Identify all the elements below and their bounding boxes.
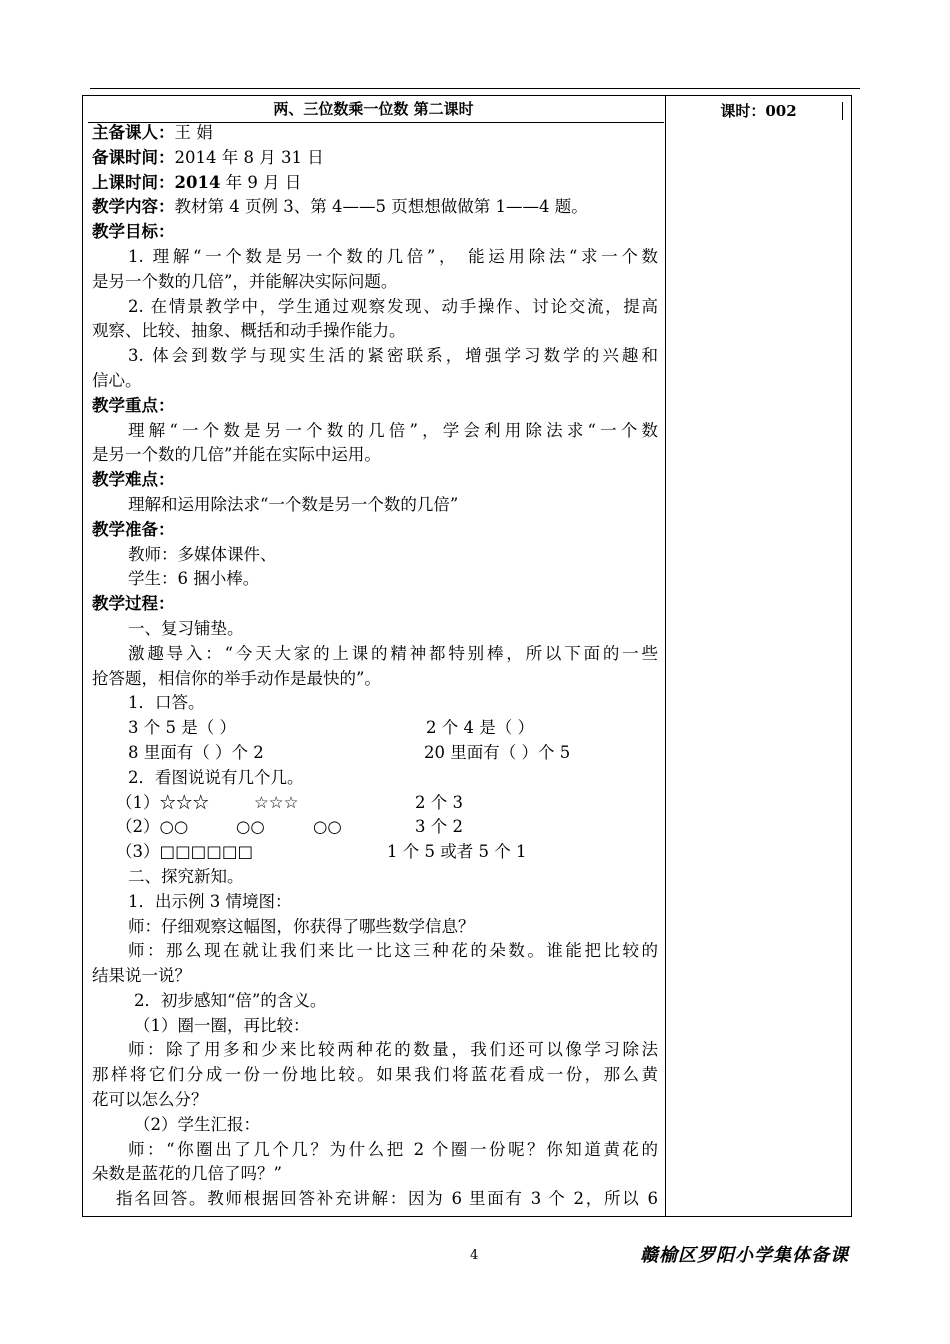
content-line: [92, 195, 658, 220]
section-2: 二、探究新知。: [128, 866, 244, 886]
teacher-q1: 师：仔细观察这幅图，你获得了哪些数学信息？: [128, 916, 475, 936]
teacher-q4a: 师：“你圈出了几个几？为什么把 2 个圈一份呢？你知道黄花的: [128, 1139, 658, 1159]
teacher-explain: 指名回答。教师根据回答补充讲解：因为 6 里面有 3 个 2，所以 6: [116, 1189, 658, 1209]
goal-2b: 观察、比较、抽象、概括和动手操作能力。: [92, 321, 406, 341]
top-rule: [90, 88, 860, 89]
goal-1b: 是另一个数的几倍”，并能解决实际问题。: [92, 271, 398, 291]
question-4: 20 里面有（ ）个 5: [424, 742, 571, 762]
circle-heading: （1）圈一圈，再比较：: [134, 1015, 310, 1035]
prep-teacher: 教师：多媒体课件、: [128, 544, 277, 564]
picture-2-label: （2）○○: [116, 817, 189, 837]
class-time-line: [92, 171, 658, 196]
picture-2-answer: 3 个 2: [415, 817, 463, 837]
oral-row-1: [92, 716, 658, 741]
picture-2-b: ○○: [236, 817, 265, 837]
school-footer: 赣榆区罗阳小学集体备课: [640, 1245, 849, 1266]
picture-1-answer: 2 个 3: [415, 792, 463, 812]
look-heading: 2．看图说说有几个几。: [128, 767, 304, 787]
goal-1a: 1. 理解“一个数是另一个数的几倍”， 能运用除法“求一个数: [128, 246, 658, 266]
picture-3-label: （3）□□□□□□: [116, 842, 254, 862]
teacher-q3c: 花可以怎么分？: [92, 1090, 208, 1110]
difficulty-a: 理解和运用除法求“一个数是另一个数的几倍”: [128, 494, 459, 514]
question-2: 2 个 4 是（ ）: [426, 718, 534, 738]
teacher-label: 主备课人：: [92, 123, 175, 142]
column-divider: [665, 95, 666, 1217]
page-number: 4: [470, 1248, 479, 1263]
content-text: 教材第 4 页例 3、第 4——5 页想想做做第 1——4 题。: [174, 197, 588, 217]
lesson-title: 两、三位数乘一位数 第二课时: [273, 100, 474, 118]
prep-time: 2014 年 8 月 31 日: [174, 147, 324, 167]
teacher-q4b: 朵数是蓝花的几倍了吗？”: [92, 1164, 282, 1184]
section-1: 一、复习铺垫。: [128, 618, 244, 638]
teacher-q2b: 结果说一说？: [92, 966, 191, 986]
intro-a: 激趣导入：“今天大家的上课的精神都特别棒，所以下面的一些: [128, 643, 658, 663]
example-heading: 1．出示例 3 情境图：: [128, 891, 292, 911]
prep-time-line: [92, 146, 658, 171]
teacher-q3a: 师：除了用多和少来比较两种花的数量，我们还可以像学习除法: [128, 1040, 658, 1060]
picture-1-label: （1）☆☆☆: [116, 792, 209, 812]
difficulty-heading: 教学难点：: [92, 470, 175, 490]
lesson-content: [92, 121, 658, 1212]
teacher-q2a: 师：那么现在就让我们来比一比这三种花的朵数。谁能把比较的: [128, 941, 658, 961]
goal-3a: 3. 体会到数学与现实生活的紧密联系，增强学习数学的兴趣和: [128, 346, 658, 366]
picture-2-c: ○○: [313, 817, 342, 837]
process-heading: 教学过程：: [92, 594, 175, 614]
goal-2a: 2. 在情景教学中，学生通过观察发现、动手操作、讨论交流，提高: [128, 296, 658, 316]
class-time-label: 上课时间：: [92, 172, 175, 192]
sense-heading: 2．初步感知“倍”的含义。: [134, 990, 327, 1010]
key-heading: 教学重点：: [92, 395, 175, 415]
prep-time-label: 备课时间：: [92, 147, 175, 167]
question-1: 3 个 5 是（ ）: [128, 718, 236, 738]
teacher-q3b: 那样将它们分成一份一份地比较。如果我们将蓝花看成一份，那么黄: [92, 1065, 658, 1085]
picture-1-b: ☆☆☆: [254, 792, 299, 812]
class-time-year: 2014: [174, 172, 221, 192]
class-time-rest: 年 9 月 日: [220, 172, 302, 192]
cell-mark: [842, 102, 843, 120]
key-a: 理解“一个数是另一个数的几倍”，学会利用除法求“一个数: [128, 420, 658, 440]
goals-heading: 教学目标：: [92, 222, 175, 242]
oral-row-2: [92, 741, 658, 766]
picture-3-answer: 1 个 5 或者 5 个 1: [387, 842, 527, 862]
intro-b: 抢答题，相信你的举手动作是最快的”。: [92, 668, 381, 688]
key-b: 是另一个数的几倍”并能在实际中运用。: [92, 445, 381, 465]
picture-row-3: [92, 840, 658, 865]
prep-heading: 教学准备：: [92, 519, 175, 539]
teacher-line: [92, 121, 658, 146]
teacher-name: 王 娟: [174, 123, 213, 142]
picture-row-1: [92, 791, 658, 816]
picture-row-2: [92, 815, 658, 840]
oral-heading: 1．口答。: [128, 693, 205, 713]
content-label: 教学内容：: [92, 197, 175, 217]
report-heading: （2）学生汇报：: [134, 1114, 260, 1134]
period-number: 课时：002: [720, 102, 797, 120]
goal-3b: 信心。: [92, 370, 142, 390]
prep-student: 学生：6 捆小棒。: [128, 569, 260, 589]
question-3: 8 里面有（ ）个 2: [128, 742, 264, 762]
